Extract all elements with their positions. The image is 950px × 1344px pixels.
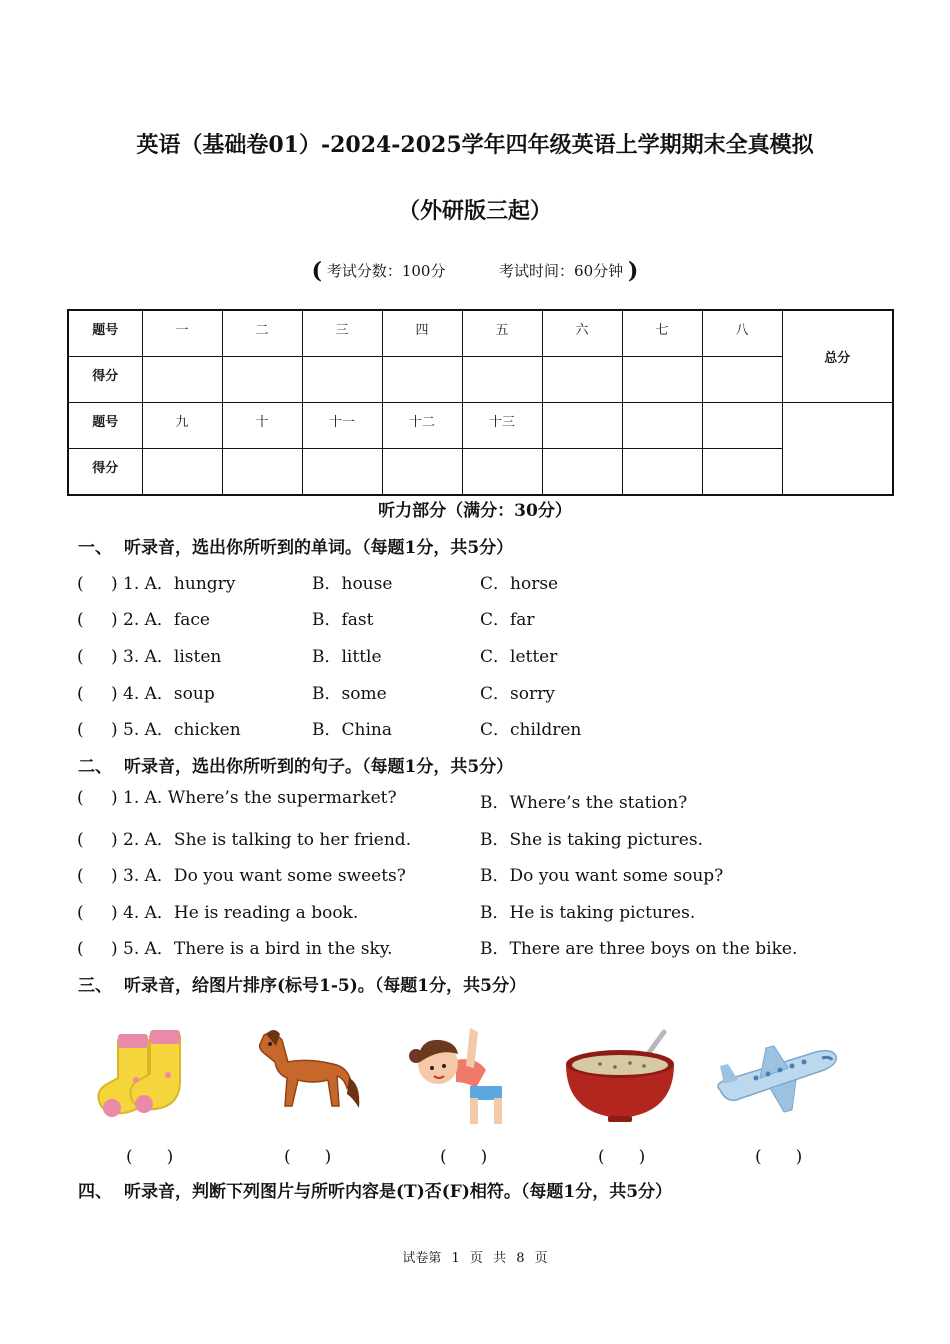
question-item[interactable]: ( ) 3. A．listen	[77, 642, 145, 667]
score-input-cell[interactable]	[622, 357, 702, 403]
score-table-cell: 三	[302, 310, 382, 357]
score-input-cell[interactable]	[302, 357, 382, 403]
girl-stretching-picture	[404, 1020, 524, 1130]
page-footer	[0, 1247, 950, 1266]
question-stem: ) 3. A．Do you want some sweets?	[111, 866, 406, 886]
page-title: 英语（基础卷01）-2024-2025学年四年级英语上学期期末全真模拟	[136, 132, 814, 158]
option-b[interactable]: B．He is taking pictures.	[480, 903, 696, 923]
score-table-row-label: 得分	[68, 449, 142, 496]
option-b[interactable]: B．Where’s the station?	[480, 793, 688, 813]
score-table-cell: 十	[222, 403, 302, 449]
score-table-total-label: 总分	[782, 310, 893, 403]
question-stem: ) 5. A．There is a bird in the sky.	[111, 939, 393, 959]
score-table-cell	[542, 403, 622, 449]
question-item[interactable]: ( ) 5. A．chicken	[77, 715, 145, 740]
option-b[interactable]: B．fast	[312, 610, 374, 630]
question-item[interactable]: ( ) 4. A．soup	[77, 679, 145, 704]
question-stem: ) 1. A．hungry	[111, 574, 236, 594]
question-item[interactable]: ( ) 3. A．Do you want some sweets?	[77, 861, 145, 886]
question-item[interactable]: ( ) 5. A．There is a bird in the sky.	[77, 934, 145, 959]
score-table-row-label: 得分	[68, 357, 142, 403]
score-table-cell: 九	[142, 403, 222, 449]
option-c[interactable]: C．letter	[480, 647, 558, 667]
score-input-cell[interactable]	[702, 357, 782, 403]
option-b[interactable]: B．little	[312, 647, 382, 667]
score-total-input-cell[interactable]	[782, 403, 893, 496]
score-table	[67, 309, 894, 496]
question-stem: ) 4. A．He is reading a book.	[111, 903, 359, 923]
option-b[interactable]: B．some	[312, 684, 387, 704]
question-stem: ) 5. A．chicken	[111, 720, 241, 740]
option-b[interactable]: B．China	[312, 720, 392, 740]
section4-title: 听录音，判断下列图片与所听内容是(T)否(F)相符。（每题1分，共5分）	[124, 1182, 673, 1202]
girl-stretching-icon	[404, 1020, 524, 1130]
answer-blank[interactable]: ( )	[598, 1147, 646, 1167]
option-c[interactable]: C．sorry	[480, 684, 555, 704]
score-table-cell: 十一	[302, 403, 382, 449]
section4-heading	[78, 1177, 672, 1202]
section3-title: 听录音，给图片排序(标号1-5)。（每题1分，共5分）	[124, 976, 526, 996]
section3-heading	[78, 971, 526, 996]
section2-heading	[78, 752, 513, 777]
score-input-cell[interactable]	[382, 357, 462, 403]
footer-total-pages: 8	[516, 1251, 525, 1266]
score-input-cell[interactable]	[702, 449, 782, 496]
question-item[interactable]: ( ) 1. A．hungry	[77, 569, 145, 594]
score-table-cell: 一	[142, 310, 222, 357]
question-stem: ) 2. A．face	[111, 610, 210, 630]
answer-blank[interactable]: ( )	[440, 1147, 488, 1167]
section2-title: 听录音，选出你所听到的句子。（每题1分，共5分）	[124, 757, 514, 777]
score-table-cell: 十二	[382, 403, 462, 449]
section1-title: 听录音，选出你所听到的单词。（每题1分，共5分）	[124, 538, 514, 558]
option-c[interactable]: C．far	[480, 610, 535, 630]
score-table-cell	[622, 403, 702, 449]
score-table-cell	[702, 403, 782, 449]
score-input-cell[interactable]	[622, 449, 702, 496]
exam-time-label: 考试时间：60分钟	[499, 262, 624, 280]
horse-picture	[244, 1020, 364, 1130]
page-subtitle: （外研版三起）	[397, 198, 552, 224]
score-input-cell[interactable]	[142, 357, 222, 403]
section4-number: 四、	[78, 1182, 112, 1202]
socks-icon	[88, 1020, 208, 1130]
meta-open-bracket: (	[311, 258, 323, 284]
score-input-cell[interactable]	[542, 357, 622, 403]
option-c[interactable]: C．children	[480, 720, 582, 740]
meta-close-bracket: )	[627, 258, 639, 284]
score-table-cell: 四	[382, 310, 462, 357]
footer-text: 页	[469, 1251, 483, 1266]
question-stem: ) 1. A. Where’s the supermarket?	[111, 788, 397, 808]
question-item[interactable]: ( ) 2. A．She is talking to her friend.	[77, 825, 145, 850]
listening-header: 听力部分（满分：30分）	[378, 501, 572, 521]
soup-bowl-picture	[560, 1020, 680, 1130]
section1-number: 一、	[78, 538, 112, 558]
socks-picture	[88, 1020, 208, 1130]
score-table-cell: 十三	[462, 403, 542, 449]
airplane-picture	[712, 1020, 832, 1130]
horse-icon	[244, 1020, 364, 1130]
score-input-cell[interactable]	[142, 449, 222, 496]
question-item[interactable]: ( ) 1. A. Where’s the supermarket?	[77, 788, 397, 808]
score-input-cell[interactable]	[302, 449, 382, 496]
option-b[interactable]: B．There are three boys on the bike.	[480, 939, 798, 959]
score-input-cell[interactable]	[462, 449, 542, 496]
option-b[interactable]: B．house	[312, 574, 393, 594]
question-stem: ) 4. A．soup	[111, 684, 215, 704]
score-table-cell: 六	[542, 310, 622, 357]
answer-blank[interactable]: ( )	[126, 1147, 174, 1167]
question-item[interactable]: ( ) 2. A．face	[77, 605, 145, 630]
footer-page-number: 1	[451, 1251, 460, 1266]
answer-blank[interactable]: ( )	[755, 1147, 803, 1167]
airplane-icon	[712, 1020, 842, 1130]
option-c[interactable]: C．horse	[480, 574, 559, 594]
answer-blank[interactable]: ( )	[284, 1147, 332, 1167]
score-input-cell[interactable]	[382, 449, 462, 496]
score-input-cell[interactable]	[462, 357, 542, 403]
footer-text: 试卷第	[402, 1251, 442, 1266]
score-input-cell[interactable]	[222, 357, 302, 403]
score-input-cell[interactable]	[542, 449, 622, 496]
footer-text: 共	[493, 1251, 507, 1266]
score-table-row-label: 题号	[68, 403, 142, 449]
question-stem: ) 3. A．listen	[111, 647, 222, 667]
option-b[interactable]: B．Do you want some soup?	[480, 866, 724, 886]
score-table-cell: 五	[462, 310, 542, 357]
option-b[interactable]: B．She is taking pictures.	[480, 830, 703, 850]
question-item[interactable]: ( ) 4. A．He is reading a book.	[77, 898, 145, 923]
score-table-cell: 二	[222, 310, 302, 357]
score-table-cell: 八	[702, 310, 782, 357]
footer-text: 页	[534, 1251, 548, 1266]
exam-meta	[0, 258, 950, 284]
soup-bowl-icon	[560, 1020, 680, 1130]
score-table-cell: 七	[622, 310, 702, 357]
section2-number: 二、	[78, 757, 112, 777]
exam-score-label: 考试分数：100分	[326, 262, 446, 280]
section1-heading	[78, 533, 513, 558]
question-stem: ) 2. A．She is talking to her friend.	[111, 830, 412, 850]
score-input-cell[interactable]	[222, 449, 302, 496]
section3-number: 三、	[78, 976, 112, 996]
score-table-row-label: 题号	[68, 310, 142, 357]
